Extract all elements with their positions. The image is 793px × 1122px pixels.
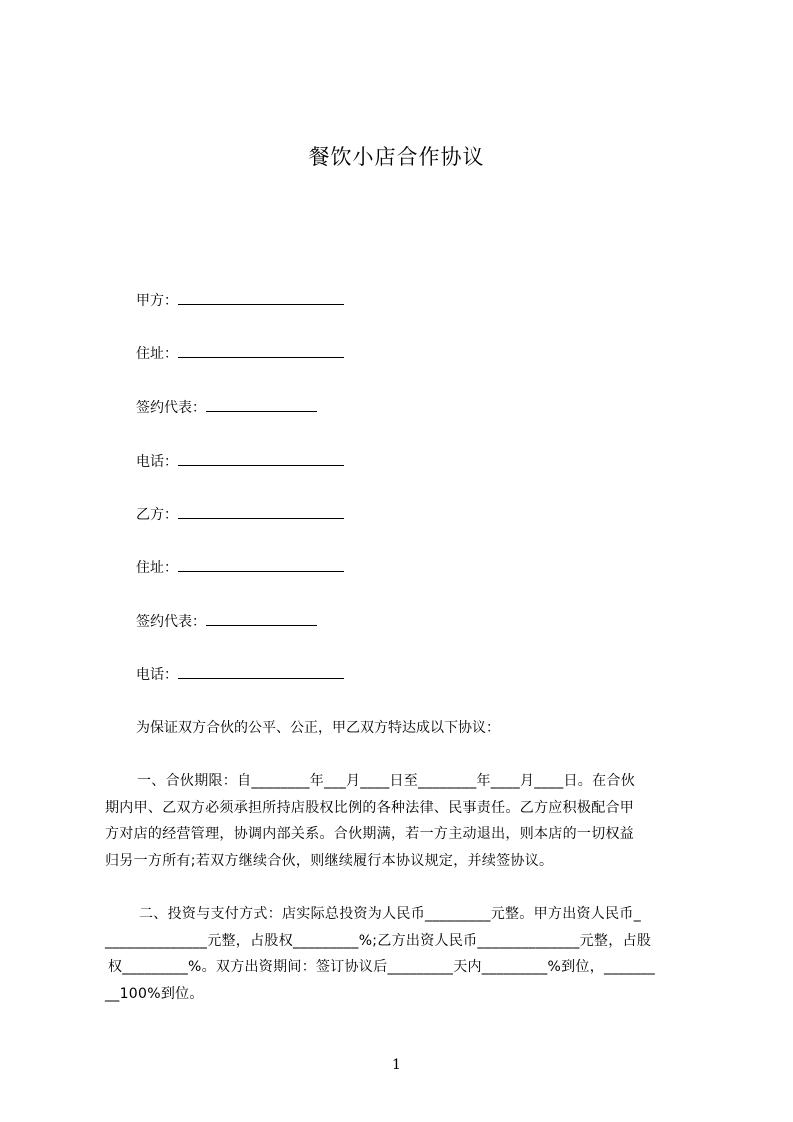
party-a-rep-blank [206,397,317,412]
party-a-name-field [136,290,344,311]
clause-2-line: ______________元整，占股权_________%;乙方出资人民币______________元整，占股 [105,932,652,949]
party-b-address-blank [178,557,344,572]
party-a-address-label: 住址： [136,346,178,362]
clause-1-line: 归另一方所有;若双方继续合伙，则继续履行本协议规定，并续签协议。 [105,852,554,869]
agreement-intro: 为保证双方合伙的公平、公正，甲乙双方特达成以下协议： [136,720,500,736]
party-a-name-blank [178,290,344,305]
party-a-name-label: 甲方： [136,293,178,309]
clause-2-line: __100%到位。 [105,985,204,1002]
party-b-phone-field [136,664,344,685]
clause-2-line: 权_________%。双方出资期间：签订协议后_________天内_________%到位，_______ [108,959,656,975]
party-a-phone-label: 电话： [136,454,178,470]
party-a-phone-blank [178,451,344,466]
clause-1-line: 方对店的经营管理，协调内部关系。合伙期满，若一方主动退出，则本店的一切权益 [105,826,635,842]
party-a-rep-label: 签约代表： [136,400,206,416]
party-b-name-field [136,504,344,525]
party-a-rep-field [136,397,317,418]
clause-1 [105,768,701,874]
party-b-rep-blank [206,611,317,626]
party-b-address-field [136,557,344,578]
party-a-address-blank [178,343,344,358]
party-b-name-label: 乙方： [136,507,178,523]
party-b-phone-blank [178,664,344,679]
party-b-rep-field [136,611,317,632]
document-title: 餐饮小店合作协议 [308,145,485,169]
party-a-phone-field [136,451,344,472]
party-a-address-field [136,343,344,364]
party-b-rep-label: 签约代表： [136,614,206,630]
page-number: 1 [392,1057,401,1073]
clause-2-line: 二、投资与支付方式：店实际总投资为人民币_________元整。甲方出资人民币_ [139,906,641,922]
clause-1-line: 期内甲、乙双方必须承担所持店股权比例的各种法律、民事责任。乙方应积极配合甲 [105,799,635,816]
clause-2 [105,901,701,1007]
clause-1-line: 一、合伙期限：自________年___月____日至________年____月____日。在合伙 [137,773,635,789]
party-b-phone-label: 电话： [136,667,178,683]
party-b-address-label: 住址： [136,560,178,576]
party-b-name-blank [178,504,344,519]
